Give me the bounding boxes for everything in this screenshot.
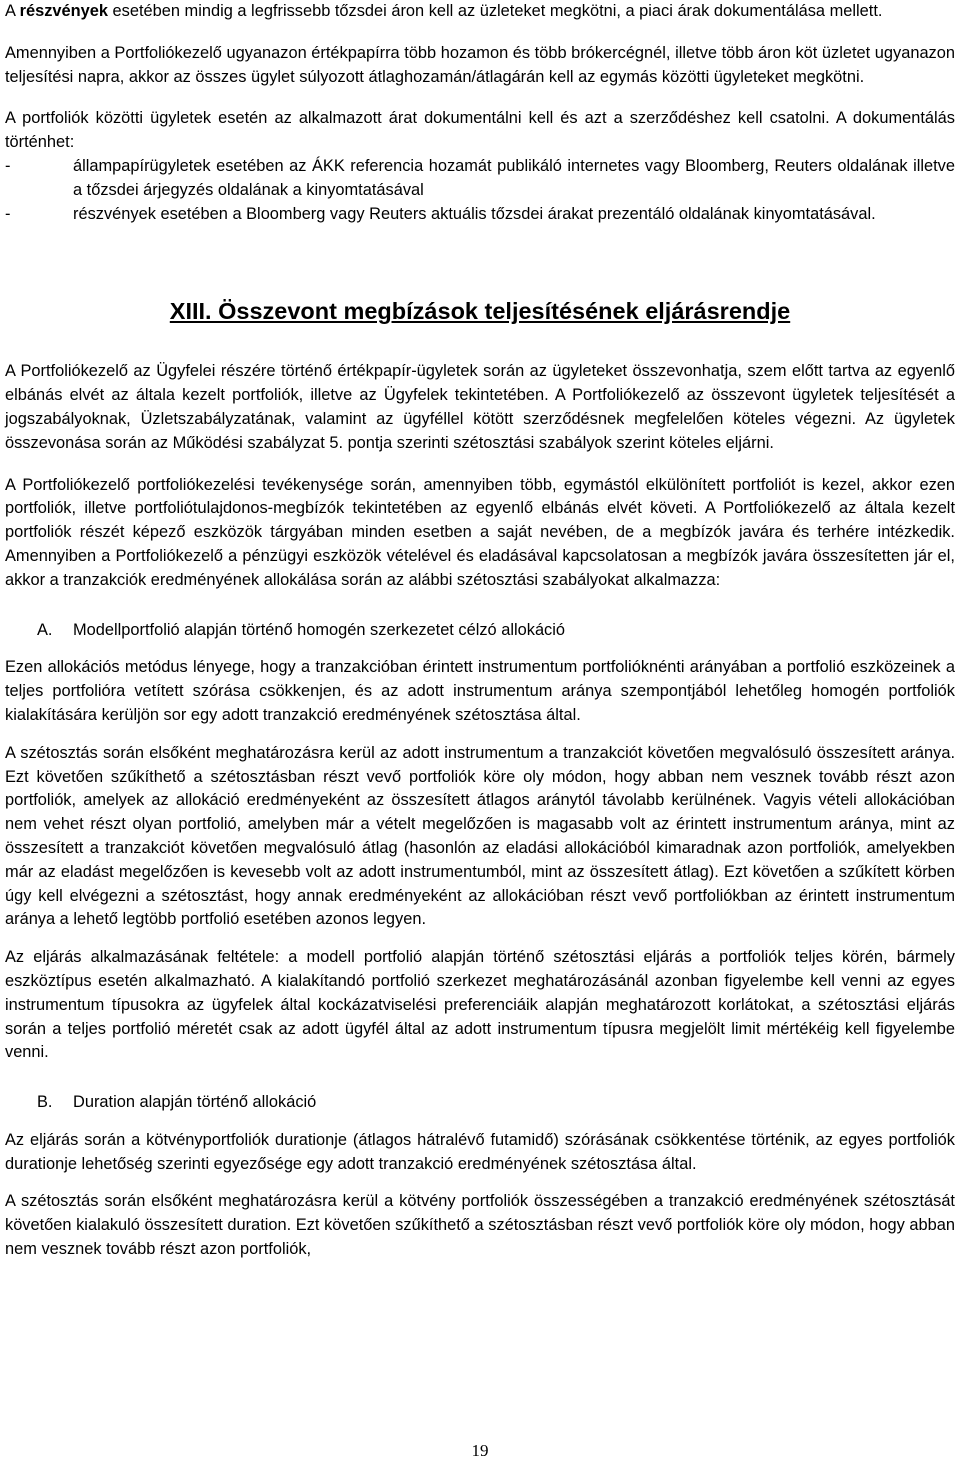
subsection-b-mark: B.	[37, 1093, 53, 1112]
section-heading: XIII. Összevont megbízások teljesítésének eljárásrendje	[169, 298, 791, 325]
subsection-a-paragraph-1: Ezen allokációs metódus lényege, hogy a tranzakcióban érintett instrumentum portfolióknénti arányában a portfolió eszközeinek a teljes portfolióra vetített szórása csökkenjen, és az adott instrumentum aránya szempontjából lehetőleg homogén portfoliók kialakítására kerüljön sor egy adott tranzakció eredményének szétosztása által.	[5, 658, 955, 724]
intro-p1-bold: részvények	[19, 2, 108, 20]
subsection-a-paragraph-2: A szétosztás során elsőként meghatározásra kerül az adott instrumentum a tranzakciót követően megvalósuló összesített aránya. Ezt követően szűkíthető a szétosztásban részt vevő portfoliók köre oly módon, hogy abban nem vesznek tovább részt azon portfoliók, amelyek az allokáció eredményeként az összesített átlagos aránytól távolabb kerülnének. Vagyis vételi allokációban nem vehet részt olyan portfolió, amelyben már a vételt megelőzően is magasabb volt az érintett instrumentum aránya, mint az összesített a tranzakciót követően megvalósuló átlag (hasonlón az eladási allokációból kimaradnak azon portfoliók, amelyekben már az eladást megelőzően is kevesebb volt az adott instrumentumból, mint az összesített átlag). Ezt követően a szűkített körben úgy kell elvégezni a szétosztást, hogy annak eredményeként az allokációban részt vevő portfoliókban az érintett instrumentum aránya a lehető legtöbb portfolió esetében azonos legyen.	[5, 743, 955, 929]
list-dash: -	[5, 156, 11, 175]
intro-paragraph-3: A portfoliók közötti ügyletek esetén az alkalmazott árat dokumentálni kell és azt a szerződéshez kell csatolni. A dokumentálás történhet:	[5, 109, 955, 152]
list-item	[5, 203, 955, 227]
subsection-b-heading	[5, 1091, 955, 1115]
subsection-b-title: Duration alapján történő allokáció	[73, 1093, 317, 1112]
intro-p1-prefix: A	[5, 2, 20, 20]
subsection-b-paragraph-1: Az eljárás során a kötvényportfoliók durationje (átlagos hátralévő futamidő) szórásának csökkentése történik, az egyes portfoliók durationje lehetőség szerinti egyezősége egy adott tranzakció eredményének szétosztása által.	[5, 1130, 955, 1173]
document-page	[5, 0, 955, 1262]
section-paragraph-1: A Portfoliókezelő az Ügyfelei részére történő értékpapír-ügyletek során az ügyleteket összevonhatja, szem előtt tartva az egyenlő elbánás elvét az általa kezelt portfoliók, illetve az Ügyfelek tekintetében. A Portfoliókezelő az összevont ügyletek teljesítését a jogszabályoknak, Üzletszabályzatának, valamint az ügyféllel kötött szerződésnek megfelelően köteles végezni. Az ügyletek összevonása során az Működési szabályzat 5. pontja szerinti szétosztási szabályok szerint köteles eljárni.	[5, 362, 955, 452]
subsection-a-title: Modellportfolió alapján történő homogén szerkezetet célzó allokáció	[73, 620, 566, 639]
intro-p1-rest: esetében mindig a legfrissebb tőzsdei áron kell az üzleteket megkötni, a piaci árak dokumentálása mellett.	[108, 2, 883, 20]
subsection-a-heading	[5, 619, 955, 643]
subsection-a-paragraph-3: Az eljárás alkalmazásának feltétele: a modell portfolió alapján történő szétosztási eljárás a portfoliók teljes körén, bármely eszköztípus esetén alkalmazható. A kialakítandó portfolió szerkezet meghatározásánál azonban figyelembe kell venni az egyes instrumentum típusokra az ügyfelek által kockázatviselési preferenciáik alapján meghatározott korlátokat, a szétosztási eljárás során a teljes portfolió méretét csak az adott ügyfél által az adott instrumentum típusra megjelölt limit mértékéig kell figyelembe venni.	[5, 948, 955, 1062]
list-item-text: részvények esetében a Bloomberg vagy Reuters aktuális tőzsdei árakat prezentáló oldalának kinyomtatásával.	[73, 204, 876, 223]
list-item-text: állampapírügyletek esetében az ÁKK referencia hozamát publikáló internetes vagy Bloomberg, Reuters oldalának illetve a tőzsdei árjegyzés oldalának a kinyomtatásával	[73, 156, 955, 199]
list-item	[5, 155, 955, 203]
subsection-a-mark: A.	[37, 620, 53, 639]
section-paragraph-2: A Portfoliókezelő portfoliókezelési tevékenysége során, amennyiben több, egymástól elkülönített portfoliót is kezel, akkor ezen portfoliók, illetve portfoliótulajdonos-megbízók tekintetében az egyenlő elbánás elvét követi. A Portfoliókezelő az általa kezelt portfoliók részét képező eszközök tárgyában minden esetben a saját nevében, de a megbízók javára és terhére intézkedik. Amennyiben a Portfoliókezelő a pénzügyi eszközök vételével és eladásával kapcsolatosan a megbízók javára összesítetten jár el, akkor a tranzakciók eredményének allokálása során az alábbi szétosztási szabályokat alkalmazza:	[5, 475, 955, 589]
list-dash: -	[5, 204, 11, 223]
intro-paragraph-2: Amennyiben a Portfoliókezelő ugyanazon értékpapírra több hozamon és több brókercégnél, illetve több áron köt üzletet ugyanazon teljesítési napra, akkor az összes ügylet súlyozott átlaghozamán/átlagárán kell az egymás közötti ügyleteket megkötni.	[5, 43, 955, 86]
subsection-b-paragraph-2: A szétosztás során elsőként meghatározásra kerül a kötvény portfoliók összességében a tranzakció eredményének szétosztását követően kialakuló összesített duration. Ezt követően szűkíthető a szétosztásban részt vevő portfoliók köre oly módon, hogy abban nem vesznek tovább részt azon portfoliók,	[5, 1192, 955, 1259]
intro-paragraph-1	[5, 0, 955, 24]
page-number: 19	[471, 1441, 489, 1460]
documentation-list	[5, 155, 955, 226]
